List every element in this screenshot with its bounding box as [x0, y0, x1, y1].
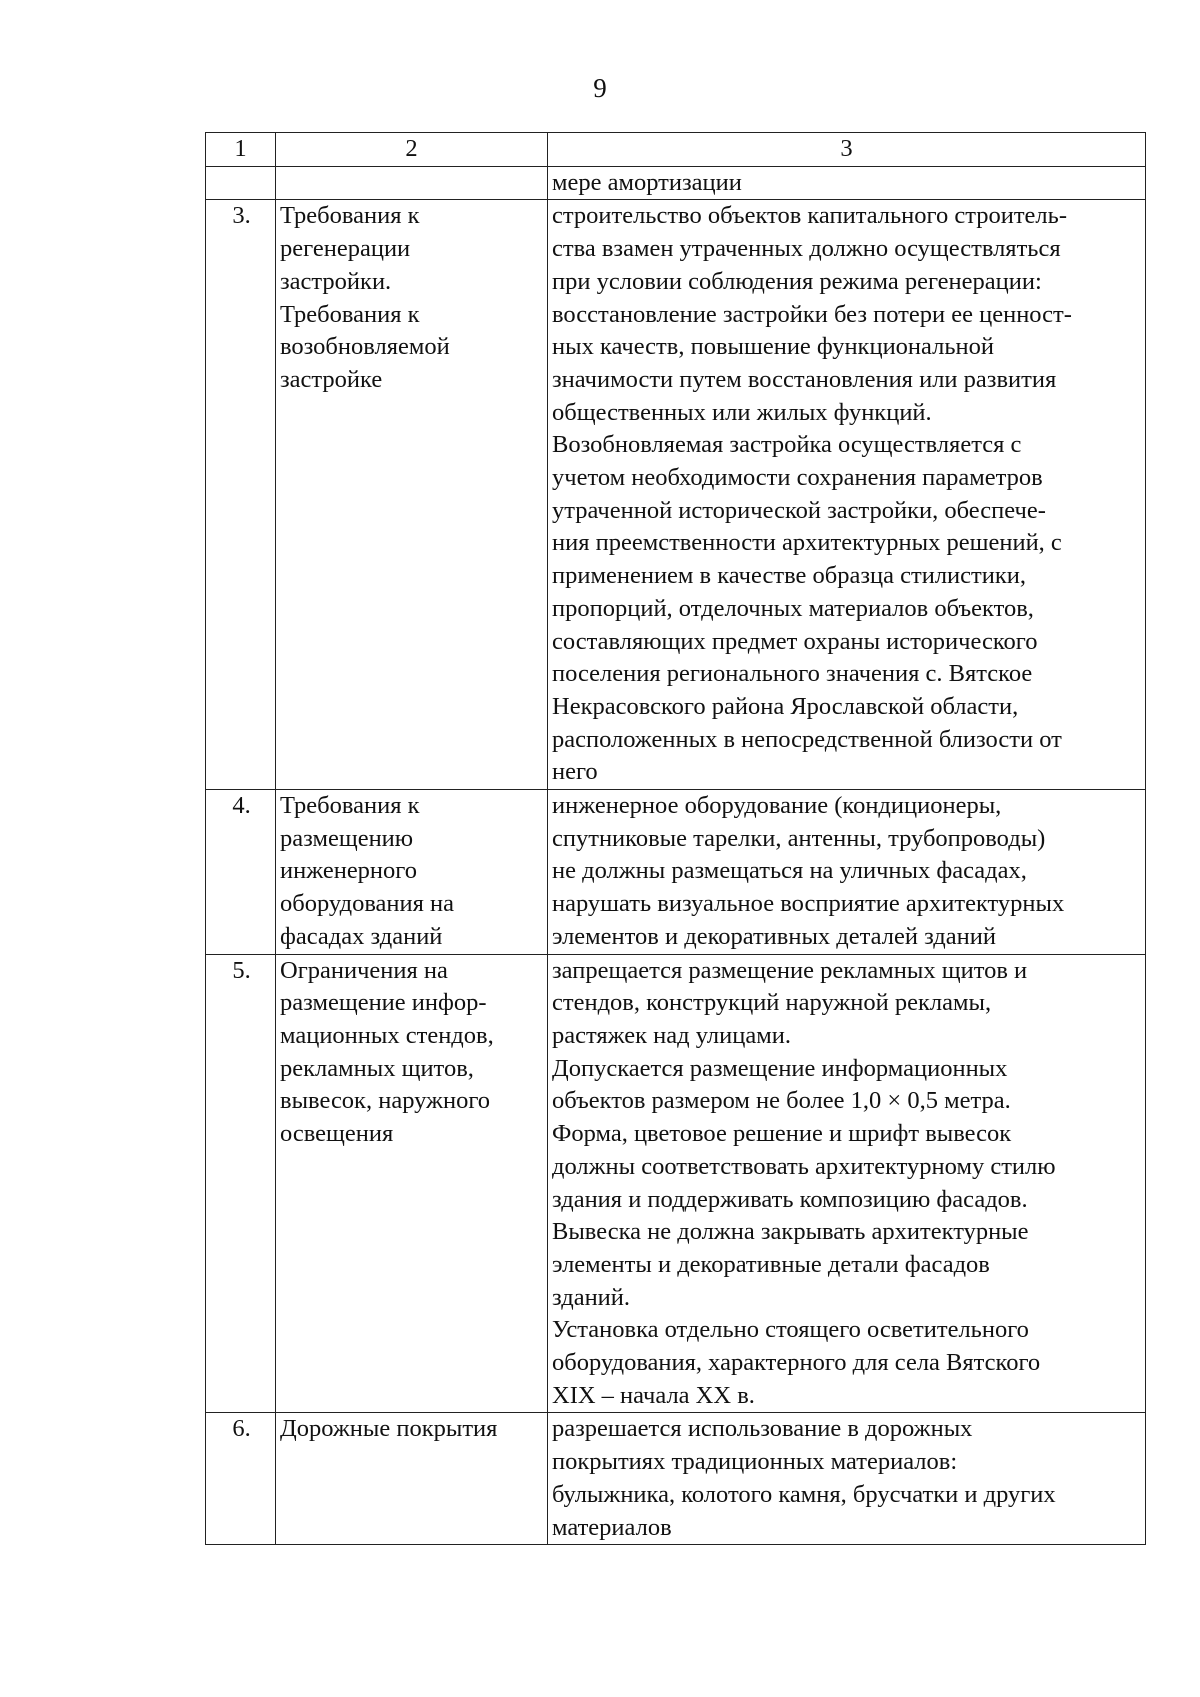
requirement-name-line: Требования к — [280, 202, 420, 230]
requirement-text-line: учетом необходимости сохранения параметров — [552, 464, 1043, 492]
requirement-text-line: ния преемственности архитектурных решений, с — [552, 529, 1062, 557]
requirement-text-line: покрытиях традиционных материалов: — [552, 1448, 958, 1476]
row-number: 5. — [206, 954, 276, 1413]
requirement-text-line: расположенных в непосредственной близости от — [552, 725, 1062, 753]
requirement-name-cell — [276, 200, 548, 790]
requirement-text-line: мере амортизации — [552, 168, 742, 196]
requirement-name-line: Требования к — [280, 300, 420, 328]
requirement-text-line: утраченной исторической застройки, обеспече- — [552, 496, 1046, 524]
page-number: 9 — [593, 73, 607, 103]
requirement-name-line: застройки. — [280, 267, 392, 295]
requirement-name-line: оборудования на — [280, 890, 455, 918]
requirement-text-line: зданий. — [552, 1283, 631, 1311]
requirement-name-cell — [276, 790, 548, 955]
requirement-text-cell — [548, 1413, 1146, 1545]
requirement-text-line: составляющих предмет охраны исторического — [552, 627, 1038, 655]
row-number: 4. — [206, 790, 276, 955]
requirement-name-line: Дорожные покрытия — [280, 1415, 498, 1443]
requirement-text-line: общественных или жилых функций. — [552, 398, 932, 426]
table-row — [206, 790, 1146, 955]
table-row — [206, 954, 1146, 1413]
requirement-text-line: оборудования, характерного для села Вятского — [552, 1349, 1041, 1377]
requirement-name-line: Ограничения на — [280, 956, 448, 984]
table-row — [206, 200, 1146, 790]
requirement-text-line: ных качеств, повышение функциональной — [552, 333, 995, 361]
requirement-text-cell — [548, 200, 1146, 790]
requirement-text-line: булыжника, колотого камня, брусчатки и других — [552, 1480, 1056, 1508]
requirement-text-line: инженерное оборудование (кондиционеры, — [552, 792, 1002, 820]
requirement-text-line: восстановление застройки без потери ее ценност- — [552, 300, 1072, 328]
table-row — [206, 166, 1146, 200]
requirement-text-line: применением в качестве образца стилистики, — [552, 562, 1026, 590]
table-header-row — [206, 133, 1146, 167]
requirement-name-line: фасадах зданий — [280, 922, 443, 950]
requirement-text-line: него — [552, 758, 598, 786]
requirement-name-line: инженерного — [280, 857, 417, 885]
requirement-text-line: стендов, конструкций наружной рекламы, — [552, 989, 992, 1017]
requirement-name-line: размещение инфор- — [280, 989, 487, 1017]
requirement-name-line: освещения — [280, 1120, 394, 1148]
row-number: 6. — [206, 1413, 276, 1545]
requirement-text-line: Допускается размещение информационных — [552, 1054, 1008, 1082]
requirement-text-line: не должны размещаться на уличных фасадах, — [552, 857, 1027, 885]
requirement-text-line: значимости путем восстановления или развития — [552, 365, 1057, 393]
requirement-text-line: XIX – начала XX в. — [552, 1381, 755, 1409]
requirement-name-line: размещению — [280, 824, 414, 852]
requirement-name-line: рекламных щитов, — [280, 1054, 474, 1082]
requirement-text-line: запрещается размещение рекламных щитов и — [552, 956, 1028, 984]
requirement-text-line: растяжек над улицами. — [552, 1021, 791, 1049]
requirement-text-line: здания и поддерживать композицию фасадов. — [552, 1185, 1028, 1213]
requirement-name-line: вывесок, наружного — [280, 1087, 491, 1115]
requirement-text-line: должны соответствовать архитектурному стилю — [552, 1152, 1056, 1180]
regulations-table — [205, 132, 1146, 1545]
row-number — [206, 166, 276, 200]
requirement-name-line: Требования к — [280, 792, 420, 820]
header-col-3: 3 — [548, 133, 1146, 167]
requirement-text-cell — [548, 166, 1146, 200]
requirement-text-cell — [548, 790, 1146, 955]
requirement-text-line: элементов и декоративных деталей зданий — [552, 922, 996, 950]
requirement-text-line: Установка отдельно стоящего осветительного — [552, 1316, 1029, 1344]
row-number: 3. — [206, 200, 276, 790]
requirement-text-line: Вывеска не должна закрывать архитектурные — [552, 1218, 1029, 1246]
table-row — [206, 1413, 1146, 1545]
requirement-text-cell — [548, 954, 1146, 1413]
requirement-text-line: при условии соблюдения режима регенерации: — [552, 267, 1042, 295]
requirement-text-line: поселения регионального значения с. Вятское — [552, 660, 1033, 688]
requirement-text-line: Форма, цветовое решение и шрифт вывесок — [552, 1120, 1012, 1148]
requirement-text-line: материалов — [552, 1513, 672, 1541]
requirement-name-line: возобновляемой — [280, 333, 450, 361]
requirement-name-line: застройке — [280, 365, 383, 393]
requirement-name-line: регенерации — [280, 235, 411, 263]
requirement-text-line: Возобновляемая застройка осуществляется с — [552, 431, 1022, 459]
requirement-text-line: Некрасовского района Ярославской области, — [552, 692, 1019, 720]
requirement-text-line: нарушать визуальное восприятие архитектурных — [552, 890, 1065, 918]
requirement-name-cell — [276, 166, 548, 200]
requirement-name-line: мационных стендов, — [280, 1021, 494, 1049]
requirement-text-line: объектов размером не более 1,0 × 0,5 метра. — [552, 1087, 1011, 1115]
header-col-1: 1 — [206, 133, 276, 167]
requirement-name-cell — [276, 954, 548, 1413]
requirement-text-line: разрешается использование в дорожных — [552, 1415, 973, 1443]
requirement-text-line: спутниковые тарелки, антенны, трубопроводы) — [552, 824, 1046, 852]
requirement-text-line: пропорций, отделочных материалов объектов, — [552, 594, 1034, 622]
requirement-text-line: строительство объектов капитального строитель- — [552, 202, 1067, 230]
requirement-text-line: ства взамен утраченных должно осуществляться — [552, 235, 1061, 263]
header-col-2: 2 — [276, 133, 548, 167]
requirement-name-cell — [276, 1413, 548, 1545]
requirement-text-line: элементы и декоративные детали фасадов — [552, 1250, 990, 1278]
